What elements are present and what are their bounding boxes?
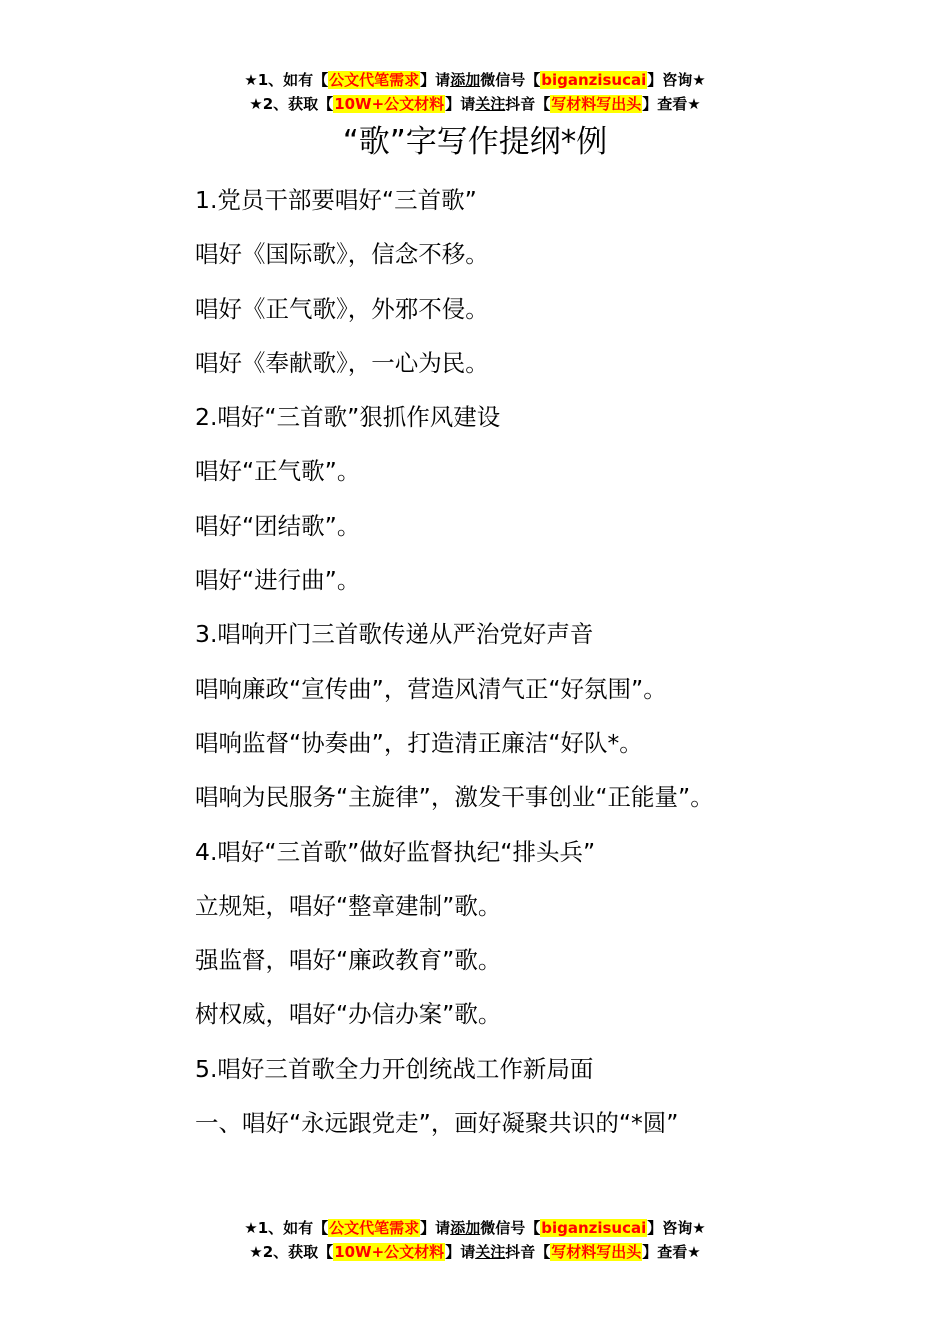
banner-text: 】请: [420, 71, 451, 89]
banner-text: 】请: [420, 1219, 451, 1237]
body-line: 唱好《奉献歌》，一心为民。: [195, 348, 489, 377]
body-line: 唱响廉政“宣传曲”，营造风清气正“好氛围”。: [195, 674, 667, 703]
promo-banner-top: [0, 68, 950, 116]
body-line: 唱好《正气歌》，外邪不侵。: [195, 294, 489, 323]
banner-text: ★2、获取【: [249, 1243, 334, 1261]
highlight-wechat-id: biganzisucai: [541, 1219, 647, 1237]
banner-text: ★1、如有【: [244, 1219, 329, 1237]
body-line: 唱好“进行曲”。: [195, 566, 361, 595]
banner-line-2: [0, 92, 950, 116]
banner-text: 微信号【: [480, 71, 541, 89]
banner-text: 】咨询★: [647, 1219, 706, 1237]
body-line: 树权威，唱好“办信办案”歌。: [195, 1000, 502, 1029]
banner-text: ★1、如有【: [244, 71, 329, 89]
banner-text: 】咨询★: [647, 71, 706, 89]
banner-text: 】查看★: [642, 1243, 701, 1261]
heading-section-3: 3.唱响开门三首歌传递从严治党好声音: [195, 620, 594, 649]
banner-text: 】请: [445, 95, 476, 113]
promo-banner-bottom: [0, 1216, 950, 1264]
document-body: [195, 181, 915, 1158]
heading-section-4: 4.唱好“三首歌”做好监督执纪“排头兵”: [195, 837, 596, 866]
banner-text: 抖音【: [505, 95, 551, 113]
body-line: 唱好《国际歌》，信念不移。: [195, 240, 489, 269]
highlight-materials: 10W+公文材料: [334, 95, 445, 113]
banner-text: ★2、获取【: [249, 95, 334, 113]
body-line: 立规矩，唱好“整章建制”歌。: [195, 891, 502, 920]
body-line: 唱响为民服务“主旋律”，激发干事创业“正能量”。: [195, 783, 714, 812]
underlined-text: 关注: [475, 1243, 506, 1261]
heading-section-1: 1.党员干部要唱好“三首歌”: [195, 186, 477, 214]
body-line: 唱响监督“协奏曲”，打造清正廉洁“好队*。: [195, 728, 643, 757]
banner-line-2: [0, 1240, 950, 1264]
underlined-text: 关注: [475, 95, 506, 113]
underlined-text: 添加: [450, 1219, 481, 1237]
banner-text: 微信号【: [480, 1219, 541, 1237]
banner-line-1: [0, 68, 950, 92]
banner-line-1: [0, 1216, 950, 1240]
banner-text: 】查看★: [642, 95, 701, 113]
heading-section-5: 5.唱好三首歌全力开创统战工作新局面: [195, 1054, 594, 1083]
body-line: 唱好“团结歌”。: [195, 511, 361, 540]
banner-text: 抖音【: [505, 1243, 551, 1261]
highlight-service: 公文代笔需求: [329, 71, 420, 89]
underlined-text: 添加: [450, 71, 481, 89]
highlight-service: 公文代笔需求: [329, 1219, 420, 1237]
highlight-douyin-account: 写材料写出头: [551, 95, 642, 113]
document-title: “歌”字写作提纲*例: [342, 124, 608, 160]
body-line: 一、唱好“永远跟党走”，画好凝聚共识的“*圆”: [195, 1109, 679, 1138]
body-line: 唱好“正气歌”。: [195, 457, 361, 486]
banner-text: 】请: [445, 1243, 476, 1261]
highlight-wechat-id: biganzisucai: [541, 71, 647, 89]
highlight-materials: 10W+公文材料: [334, 1243, 445, 1261]
highlight-douyin-account: 写材料写出头: [551, 1243, 642, 1261]
body-line: 强监督，唱好“廉政教育”歌。: [195, 946, 502, 975]
heading-section-2: 2.唱好“三首歌”狠抓作风建设: [195, 403, 501, 432]
